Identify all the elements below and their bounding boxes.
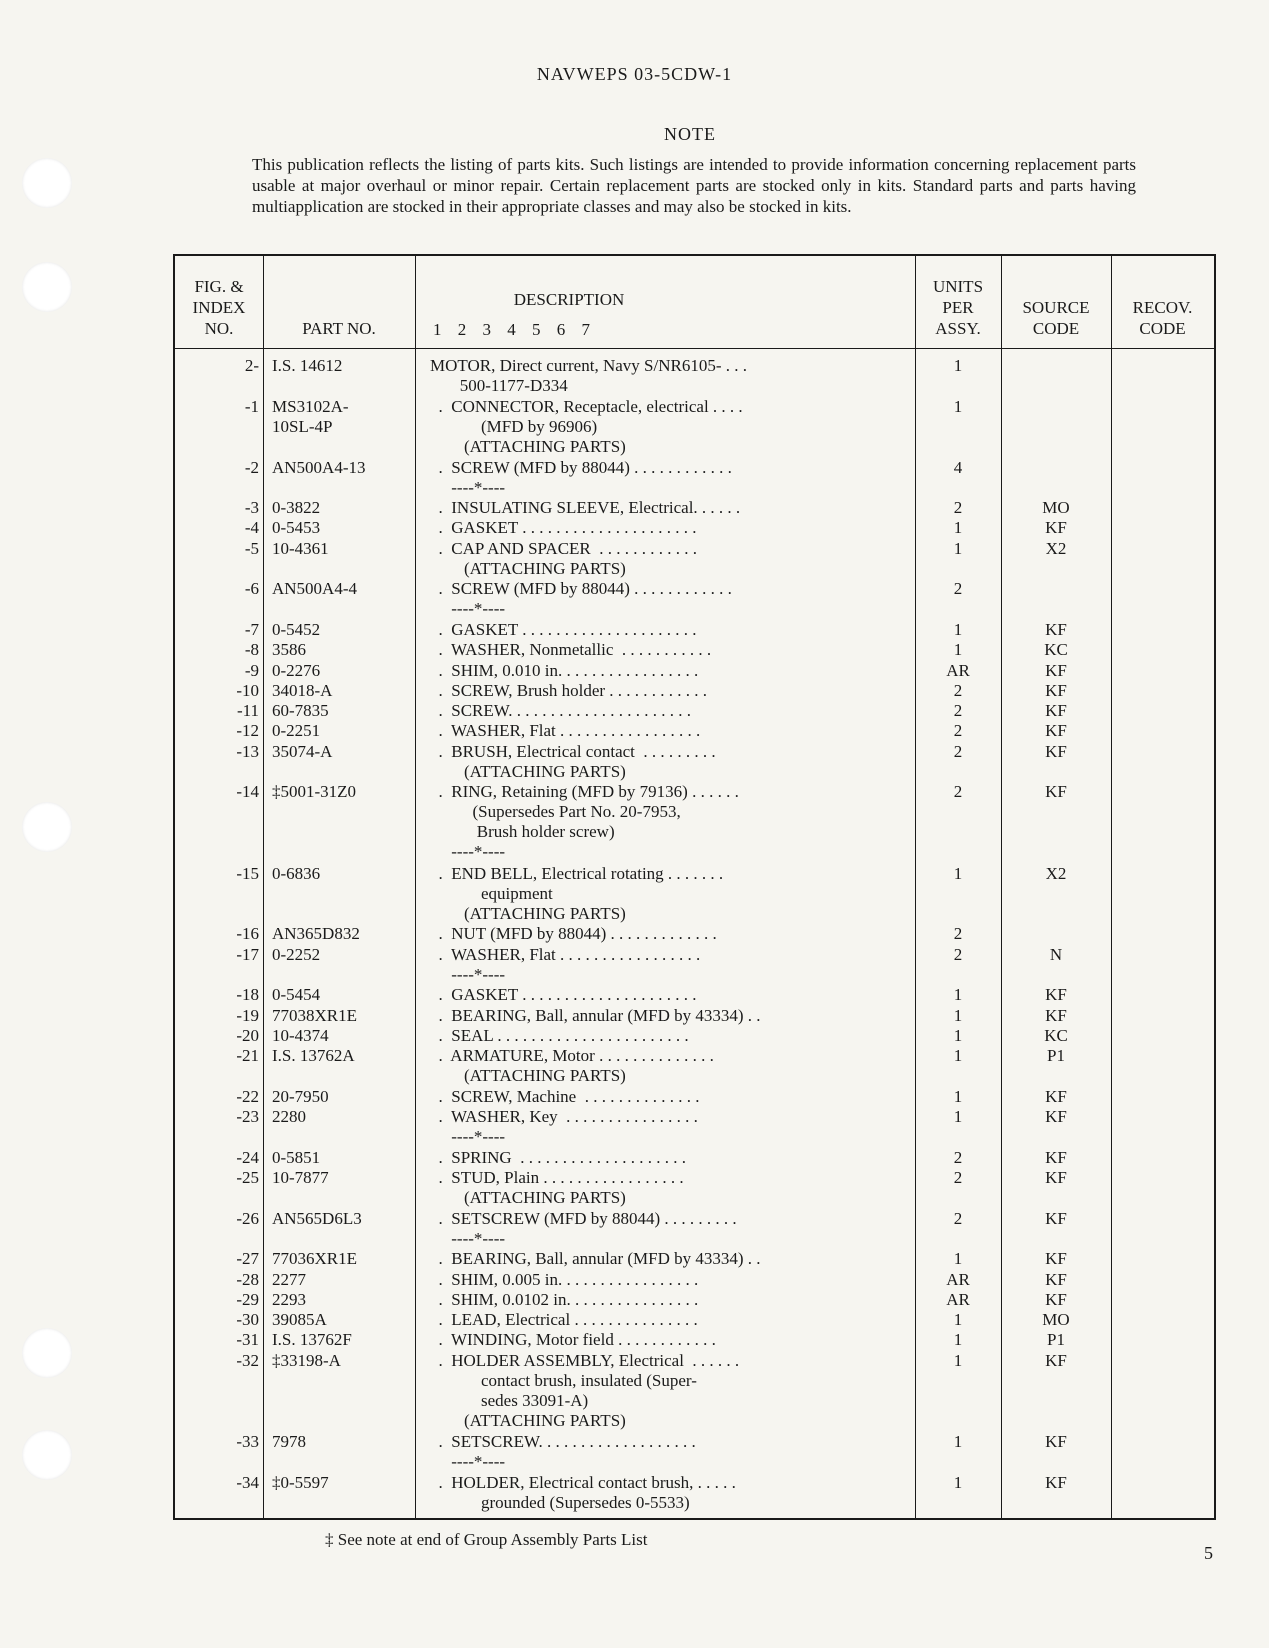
- source-code: KC: [1044, 640, 1068, 660]
- source-code: KF: [1045, 1168, 1067, 1187]
- index-number: -26: [236, 1208, 259, 1228]
- source-code: MO: [1042, 1310, 1070, 1330]
- units-per-assy: 1: [953, 1472, 963, 1492]
- units-per-assy: 1: [953, 863, 963, 883]
- units-per-assy: AR: [946, 1289, 970, 1309]
- units-per-assy: 2: [953, 498, 963, 518]
- index-number: -18: [236, 985, 259, 1005]
- description: [430, 864, 723, 924]
- part-number: 20-7950: [272, 1086, 329, 1106]
- description-line: ----*----: [430, 1451, 506, 1471]
- index-number: -15: [236, 863, 259, 883]
- description: [430, 356, 747, 396]
- page-number: 5: [1204, 1543, 1213, 1563]
- units-per-assy: 1: [953, 619, 963, 639]
- description: [430, 1087, 699, 1107]
- description-line: . BEARING, Ball, annular (MFD by 43334) . .: [430, 1249, 761, 1269]
- description-line: (ATTACHING PARTS): [430, 436, 626, 456]
- source-code: KF: [1045, 660, 1067, 680]
- description: [430, 518, 697, 538]
- description: [430, 721, 700, 741]
- units-per-assy: 2: [953, 944, 963, 964]
- description: [430, 1270, 698, 1290]
- units-per-assy: 1: [953, 1086, 963, 1106]
- description-line: . CAP AND SPACER . . . . . . . . . . . .: [430, 538, 698, 558]
- units-per-assy: 1: [953, 1107, 963, 1127]
- source-code: N: [1049, 944, 1063, 964]
- description: [430, 539, 697, 579]
- index-number: -12: [236, 721, 259, 741]
- part-number: 2293: [272, 1289, 306, 1309]
- note-text: This publication reflects the listing of parts kits. Such listings are intended to provide information concerning replacement parts usable at major overhaul or minor repair. Certain replacement parts are stocked only in kits. Standard parts and parts having multiapplication are stocked in their appropriate classes and may also be stocked in kits.: [252, 155, 1136, 216]
- header-recov-code: RECOV. CODE: [1132, 298, 1193, 338]
- description-line: (ATTACHING PARTS): [430, 761, 626, 781]
- description-line: Brush holder screw): [430, 822, 615, 842]
- index-number: -14: [236, 782, 259, 802]
- index-number: -20: [236, 1025, 259, 1045]
- index-number: -21: [236, 1046, 259, 1066]
- description-line: . SHIM, 0.005 in. . . . . . . . . . . . . . . . .: [430, 1269, 699, 1289]
- part-number: 3586: [272, 640, 306, 660]
- description-line: . SHIM, 0.010 in. . . . . . . . . . . . . . . . .: [430, 660, 699, 680]
- header-source-code: SOURCE CODE: [1022, 298, 1090, 338]
- description-line: . SETSCREW (MFD by 88044) . . . . . . . . .: [430, 1208, 737, 1228]
- source-code: KF: [1045, 619, 1067, 639]
- description-line: . ARMATURE, Motor . . . . . . . . . . . . . .: [430, 1046, 714, 1066]
- source-code: KF: [1045, 721, 1067, 741]
- description-line: . HOLDER ASSEMBLY, Electrical . . . . . .: [430, 1350, 740, 1370]
- part-number: 0-5454: [272, 985, 321, 1005]
- index-number: 2-: [244, 356, 259, 375]
- units-per-assy: 1: [953, 356, 963, 375]
- units-per-assy: 1: [953, 1249, 963, 1269]
- description: [430, 1249, 761, 1269]
- part-number: I.S. 14612: [272, 356, 343, 375]
- description-line: . WASHER, Flat . . . . . . . . . . . . . . . . .: [430, 721, 701, 741]
- description: [430, 1107, 698, 1147]
- index-number: -3: [244, 498, 259, 518]
- units-per-assy: 2: [953, 1208, 963, 1228]
- index-number: -32: [236, 1350, 259, 1370]
- description-line: . WASHER, Flat . . . . . . . . . . . . . . . . .: [430, 944, 701, 964]
- part-number: MS3102A-: [272, 396, 349, 416]
- source-code: KF: [1045, 680, 1067, 700]
- description-line: . WINDING, Motor field . . . . . . . . . . . .: [430, 1330, 716, 1350]
- description-line: . END BELL, Electrical rotating . . . . . . .: [430, 863, 724, 883]
- description: [430, 579, 732, 619]
- description: [430, 924, 717, 944]
- source-code: KF: [1045, 985, 1067, 1005]
- header-description: DESCRIPTION: [513, 290, 625, 309]
- footnote: ‡ See note at end of Group Assembly Parts List: [325, 1530, 648, 1549]
- index-number: -2: [244, 457, 259, 477]
- part-number: ‡33198-A: [272, 1350, 341, 1370]
- part-number: 10-4374: [272, 1025, 329, 1045]
- description-line: (ATTACHING PARTS): [430, 1066, 626, 1086]
- description: [430, 458, 732, 498]
- description-line: . SHIM, 0.0102 in. . . . . . . . . . . . . . . .: [430, 1289, 699, 1309]
- description: [430, 1046, 714, 1086]
- description-line: (ATTACHING PARTS): [430, 558, 626, 578]
- punch-hole-3: [22, 802, 72, 852]
- description: [430, 681, 707, 701]
- index-number: -13: [236, 741, 259, 761]
- part-number: I.S. 13762A: [272, 1046, 355, 1066]
- units-per-assy: 1: [953, 1431, 963, 1451]
- units-per-assy: 1: [953, 1025, 963, 1045]
- description-line: (ATTACHING PARTS): [430, 1410, 626, 1430]
- punch-hole-4: [22, 1328, 72, 1378]
- note-heading: NOTE: [664, 124, 716, 144]
- index-number: -6: [244, 579, 259, 599]
- header-indent-levels: 1 2 3 4 5 6 7: [433, 320, 590, 339]
- part-number: 2277: [272, 1269, 306, 1289]
- source-code: KF: [1045, 701, 1067, 721]
- part-number: AN500A4-4: [272, 579, 357, 599]
- index-number: -4: [244, 518, 259, 538]
- units-per-assy: 1: [953, 640, 963, 660]
- description-line: . SEAL . . . . . . . . . . . . . . . . . . . . . . .: [430, 1025, 689, 1045]
- index-number: -27: [236, 1249, 259, 1269]
- units-per-assy: AR: [946, 1269, 970, 1289]
- part-number: 10-7877: [272, 1168, 329, 1187]
- description-line: ----*----: [430, 477, 506, 497]
- part-number: 0-2251: [272, 721, 321, 741]
- column-divider: [415, 256, 416, 1518]
- description-line: . WASHER, Nonmetallic . . . . . . . . . . .: [430, 640, 712, 660]
- part-number: 77036XR1E: [272, 1249, 357, 1269]
- description-line: MOTOR, Direct current, Navy S/NR6105- . . .: [430, 356, 747, 375]
- part-number: I.S. 13762F: [272, 1330, 352, 1350]
- part-number: 0-3822: [272, 498, 321, 518]
- description: [430, 640, 711, 660]
- description-line: . NUT (MFD by 88044) . . . . . . . . . . . . .: [430, 924, 717, 944]
- units-per-assy: 4: [953, 457, 963, 477]
- source-code: KF: [1045, 1350, 1067, 1370]
- units-per-assy: AR: [946, 660, 970, 680]
- description: [430, 1006, 761, 1026]
- source-code: KF: [1045, 1269, 1067, 1289]
- units-per-assy: 1: [953, 396, 963, 416]
- part-number: 2280: [272, 1107, 306, 1127]
- index-number: -7: [244, 619, 259, 639]
- header-index: FIG. & INDEX NO.: [192, 277, 246, 338]
- description: [430, 1351, 739, 1431]
- index-number: -29: [236, 1289, 259, 1309]
- description-line: . SCREW, Brush holder . . . . . . . . . . . .: [430, 680, 708, 700]
- description-line: . RING, Retaining (MFD by 79136) . . . . . .: [430, 782, 739, 802]
- punch-hole-5: [22, 1430, 72, 1480]
- description-line: ----*----: [430, 842, 506, 862]
- index-number: -34: [236, 1472, 259, 1492]
- index-number: -11: [236, 701, 259, 721]
- description: [430, 1330, 716, 1350]
- index-number: -22: [236, 1086, 259, 1106]
- description: [430, 1432, 696, 1472]
- part-number: ‡5001-31Z0: [272, 782, 357, 802]
- description-line: . CONNECTOR, Receptacle, electrical . . . .: [430, 396, 743, 416]
- units-per-assy: 1: [953, 1046, 963, 1066]
- units-per-assy: 2: [953, 924, 963, 944]
- units-per-assy: 2: [953, 1147, 963, 1167]
- units-per-assy: 1: [953, 985, 963, 1005]
- part-number: 77038XR1E: [272, 1005, 357, 1025]
- description-line: . BRUSH, Electrical contact . . . . . . . . .: [430, 741, 716, 761]
- description: [430, 661, 698, 681]
- index-number: -16: [236, 924, 259, 944]
- description-line: (Supersedes Part No. 20-7953,: [430, 802, 681, 822]
- units-per-assy: 1: [953, 518, 963, 538]
- part-number: 60-7835: [272, 701, 329, 721]
- description: [430, 742, 716, 782]
- description-line: ----*----: [430, 599, 506, 619]
- index-number: -10: [236, 680, 259, 700]
- header-units: UNITS PER ASSY.: [932, 277, 984, 338]
- source-code: KF: [1045, 1431, 1067, 1451]
- header-divider: [175, 348, 1214, 349]
- source-code: MO: [1042, 498, 1070, 518]
- description-line: . GASKET . . . . . . . . . . . . . . . . . . . . .: [430, 518, 697, 538]
- source-code: KF: [1045, 1472, 1067, 1492]
- source-code: P1: [1047, 1330, 1065, 1350]
- part-number: 0-2276: [272, 660, 321, 680]
- description-line: equipment: [430, 883, 553, 903]
- part-number: 0-5851: [272, 1147, 321, 1167]
- units-per-assy: 2: [953, 782, 963, 802]
- description-line: contact brush, insulated (Super-: [430, 1370, 697, 1390]
- description-line: 500-1177-D334: [430, 376, 568, 395]
- source-code: KF: [1045, 1147, 1067, 1167]
- description: [430, 701, 691, 721]
- part-number: 10-4361: [272, 538, 329, 558]
- description-line: . STUD, Plain . . . . . . . . . . . . . . . . .: [430, 1168, 684, 1187]
- description-line: . SCREW. . . . . . . . . . . . . . . . . . . . . .: [430, 701, 692, 721]
- source-code: KF: [1045, 782, 1067, 802]
- units-per-assy: 1: [953, 538, 963, 558]
- index-number: -25: [236, 1168, 259, 1187]
- units-per-assy: 1: [953, 1310, 963, 1330]
- description: [430, 1026, 689, 1046]
- source-code: X2: [1045, 863, 1067, 883]
- index-number: -5: [244, 538, 259, 558]
- index-number: -1: [244, 396, 259, 416]
- description-line: . SCREW, Machine . . . . . . . . . . . . . .: [430, 1086, 700, 1106]
- source-code: KC: [1044, 1025, 1068, 1045]
- source-code: KF: [1045, 1249, 1067, 1269]
- index-number: -30: [236, 1310, 259, 1330]
- description: [430, 1168, 684, 1208]
- source-code: KF: [1045, 741, 1067, 761]
- description: [430, 498, 740, 518]
- description-line: grounded (Supersedes 0-5533): [430, 1492, 690, 1512]
- source-code: P1: [1047, 1046, 1065, 1066]
- description-line: . SCREW (MFD by 88044) . . . . . . . . . . . .: [430, 579, 732, 599]
- description-line: (MFD by 96906): [430, 416, 598, 436]
- part-number: 10SL-4P: [272, 416, 333, 436]
- description: [430, 945, 700, 985]
- units-per-assy: 2: [953, 741, 963, 761]
- description: [430, 782, 739, 862]
- source-code: KF: [1045, 1107, 1067, 1127]
- description-line: (ATTACHING PARTS): [430, 903, 626, 923]
- description: [430, 1148, 686, 1168]
- units-per-assy: 1: [953, 1330, 963, 1350]
- description-line: . SETSCREW. . . . . . . . . . . . . . . . . . .: [430, 1431, 696, 1451]
- source-code: KF: [1045, 1005, 1067, 1025]
- header-part-no: PART NO.: [302, 319, 376, 338]
- part-number: ‡0-5597: [272, 1472, 329, 1492]
- index-number: -33: [236, 1431, 259, 1451]
- part-number: 0-6836: [272, 863, 321, 883]
- index-number: -24: [236, 1147, 259, 1167]
- part-number: AN365D832: [272, 924, 360, 944]
- part-number: 7978: [272, 1431, 306, 1451]
- description: [430, 1310, 698, 1330]
- description: [430, 1473, 736, 1513]
- description-line: . HOLDER, Electrical contact brush, . . . . .: [430, 1472, 736, 1492]
- description-line: . LEAD, Electrical . . . . . . . . . . . . . . .: [430, 1310, 698, 1330]
- punch-hole-2: [22, 262, 72, 312]
- units-per-assy: 2: [953, 579, 963, 599]
- source-code: KF: [1045, 1086, 1067, 1106]
- description-line: . GASKET . . . . . . . . . . . . . . . . . . . . .: [430, 619, 697, 639]
- units-per-assy: 2: [953, 680, 963, 700]
- description-line: . INSULATING SLEEVE, Electrical. . . . . .: [430, 498, 741, 518]
- index-number: -23: [236, 1107, 259, 1127]
- source-code: KF: [1045, 1208, 1067, 1228]
- document-id: NAVWEPS 03-5CDW-1: [536, 64, 733, 84]
- description-line: ----*----: [430, 1127, 506, 1147]
- part-number: 0-2252: [272, 944, 321, 964]
- description: [430, 985, 697, 1005]
- description: [430, 620, 697, 640]
- description-line: . SCREW (MFD by 88044) . . . . . . . . . . . .: [430, 457, 732, 477]
- part-number: 39085A: [272, 1310, 327, 1330]
- units-per-assy: 2: [953, 1168, 963, 1187]
- description: [430, 1209, 737, 1249]
- description-line: . SPRING . . . . . . . . . . . . . . . . . . . .: [430, 1147, 686, 1167]
- description-line: . WASHER, Key . . . . . . . . . . . . . . . .: [430, 1107, 698, 1127]
- source-code: KF: [1045, 518, 1067, 538]
- part-number: 34018-A: [272, 680, 333, 700]
- source-code: KF: [1045, 1289, 1067, 1309]
- punch-hole-1: [22, 158, 72, 208]
- index-number: -9: [244, 660, 259, 680]
- column-divider: [263, 256, 264, 1518]
- parts-table: [173, 254, 1216, 1520]
- description-line: sedes 33091-A): [430, 1390, 589, 1410]
- source-code: X2: [1045, 538, 1067, 558]
- part-number: 0-5452: [272, 619, 321, 639]
- units-per-assy: 2: [953, 721, 963, 741]
- index-number: -8: [244, 640, 259, 660]
- index-number: -31: [236, 1330, 259, 1350]
- column-divider: [1111, 256, 1112, 1518]
- part-number: AN565D6L3: [272, 1208, 362, 1228]
- description: [430, 1290, 698, 1310]
- part-number: 35074-A: [272, 741, 333, 761]
- description-line: (ATTACHING PARTS): [430, 1188, 626, 1207]
- description-line: . BEARING, Ball, annular (MFD by 43334) . .: [430, 1005, 761, 1025]
- units-per-assy: 1: [953, 1350, 963, 1370]
- index-number: -28: [236, 1269, 259, 1289]
- part-number: AN500A4-13: [272, 457, 366, 477]
- index-number: -17: [236, 944, 259, 964]
- part-number: 0-5453: [272, 518, 321, 538]
- description-line: . GASKET . . . . . . . . . . . . . . . . . . . . .: [430, 985, 697, 1005]
- index-number: -19: [236, 1005, 259, 1025]
- description-line: ----*----: [430, 1228, 506, 1248]
- description-line: ----*----: [430, 964, 506, 984]
- description: [430, 397, 743, 457]
- units-per-assy: 2: [953, 701, 963, 721]
- units-per-assy: 1: [953, 1005, 963, 1025]
